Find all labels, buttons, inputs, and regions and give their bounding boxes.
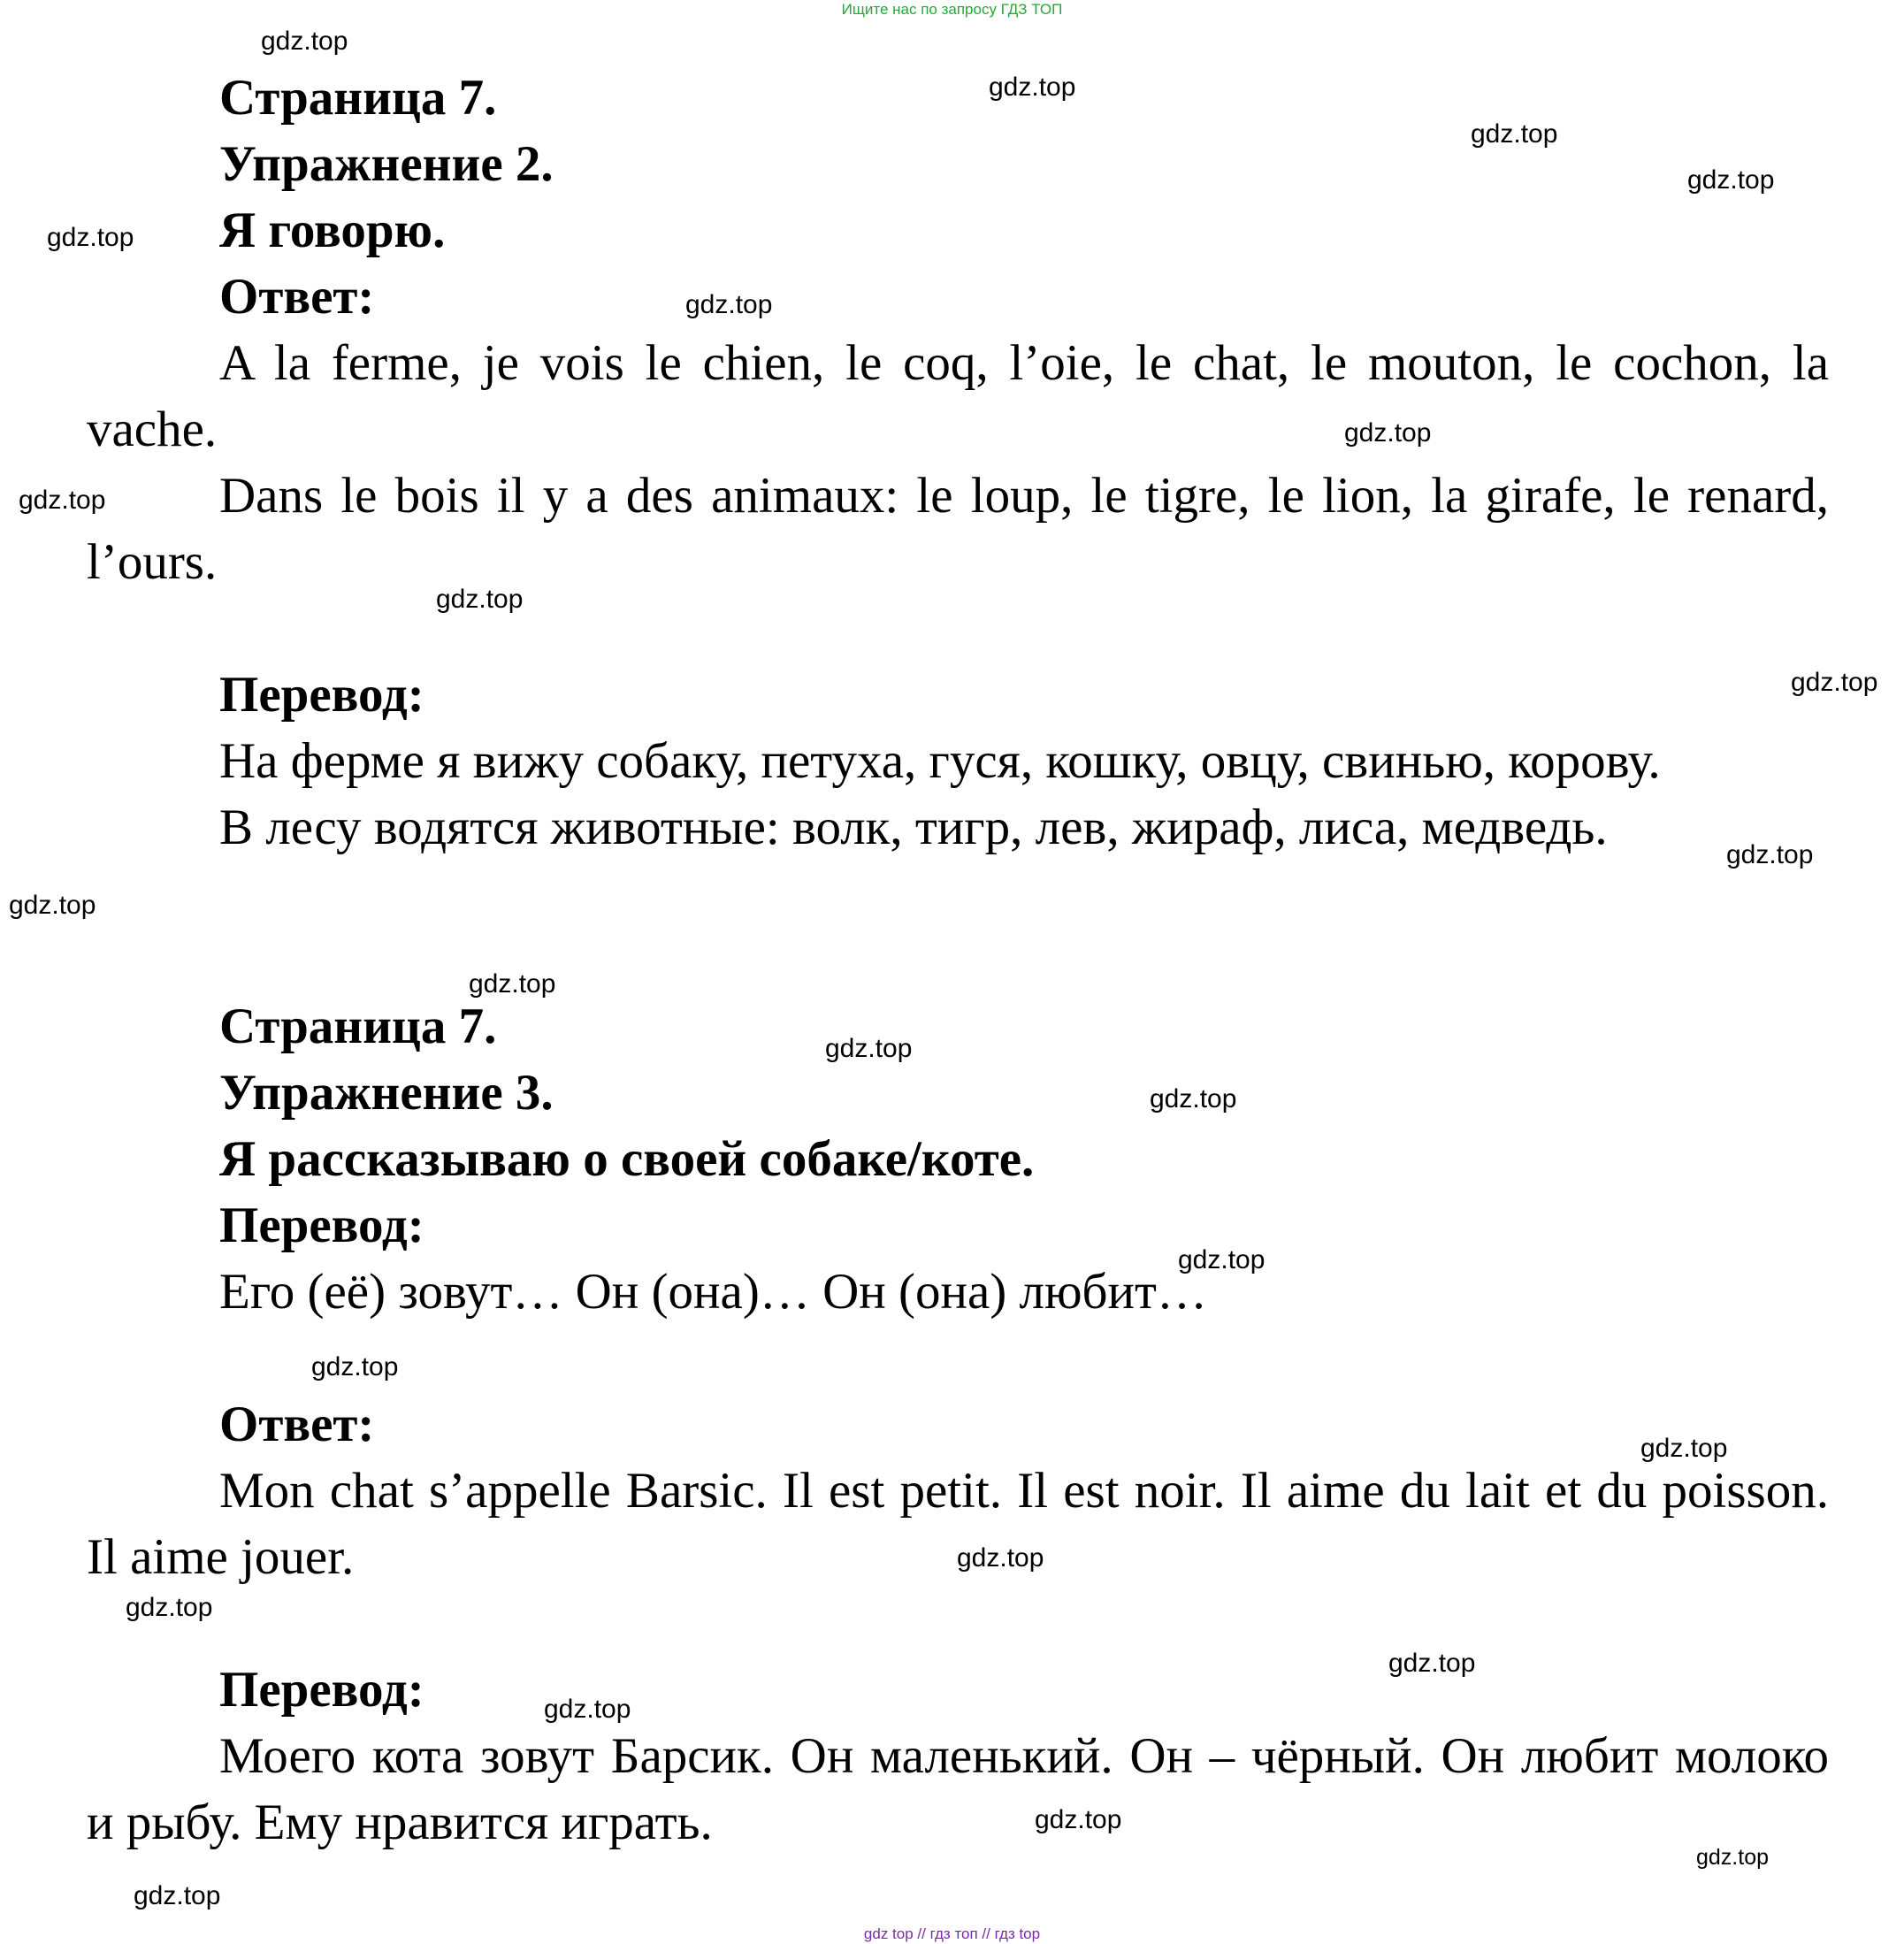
- watermark: gdz.top: [47, 223, 134, 252]
- watermark: gdz.top: [9, 891, 96, 920]
- translation-line-2b: и рыбу. Ему нравится играть.: [87, 1795, 713, 1850]
- translation-line-2a: Моего кота зовут Барсик. Он маленький. Он – чёрный. Он любит молоко: [219, 1728, 1829, 1784]
- watermark: gdz.top: [261, 27, 348, 56]
- watermark: gdz.top: [1687, 165, 1775, 195]
- answer-label-1: Ответ:: [219, 269, 375, 325]
- translation-line-1: На ферме я вижу собаку, петуха, гуся, кошку, овцу, свинью, корову.: [219, 733, 1661, 789]
- watermark: gdz.top: [825, 1034, 913, 1063]
- page-heading-2: Страница 7.: [219, 999, 497, 1054]
- exercise-heading-2: Упражнение 3.: [219, 1065, 554, 1121]
- watermark: gdz.top: [1471, 119, 1558, 149]
- page-heading-1: Страница 7.: [219, 70, 497, 126]
- watermark: gdz.top: [989, 73, 1076, 102]
- watermark: gdz.top: [544, 1695, 631, 1724]
- watermark: gdz.top: [469, 969, 556, 999]
- exercise-title-2: Я рассказываю о своей собаке/коте.: [219, 1131, 1035, 1187]
- watermark: gdz.top: [1640, 1434, 1728, 1463]
- watermark: gdz.top: [1344, 418, 1432, 448]
- watermark: gdz.top: [311, 1352, 399, 1381]
- exercise-heading-1: Упражнение 2.: [219, 136, 554, 192]
- exercise-title-1: Я говорю.: [219, 203, 446, 258]
- watermark: gdz.top: [1726, 840, 1814, 869]
- answer-line-2b: Il aime jouer.: [87, 1529, 355, 1585]
- answer-paragraph-1-line1: A la ferme, je vois le chien, le coq, l’oie, le chat, le mouton, le cochon, la: [219, 335, 1829, 391]
- translation-label-1: Перевод:: [219, 667, 424, 723]
- watermark: gdz.top: [126, 1593, 213, 1622]
- watermark: gdz.top: [1791, 668, 1878, 697]
- watermark: gdz.top: [134, 1881, 221, 1910]
- watermark: gdz.top: [957, 1543, 1044, 1573]
- watermark: gdz.top: [1178, 1245, 1266, 1274]
- translation-line-2: В лесу водятся животные: волк, тигр, лев, жираф, лиса, медведь.: [219, 800, 1608, 855]
- answer-paragraph-2-line2: l’ours.: [87, 534, 218, 590]
- prompt-line: Его (её) зовут… Он (она)… Он (она) любит…: [219, 1264, 1207, 1320]
- watermark: gdz.top: [1388, 1649, 1476, 1678]
- answer-paragraph-1-line2: vache.: [87, 402, 218, 457]
- watermark: gdz.top: [1150, 1084, 1237, 1114]
- watermark: gdz.top: [1696, 1845, 1770, 1870]
- watermark: gdz.top: [1035, 1805, 1122, 1834]
- watermark: gdz.top: [436, 585, 524, 614]
- top-banner: Ищите нас по запросу ГДЗ ТОП: [841, 1, 1063, 18]
- answer-label-2: Ответ:: [219, 1397, 375, 1452]
- watermark: gdz.top: [19, 486, 106, 515]
- answer-line-2a: Mon chat s’appelle Barsic. Il est petit. Il est noir. Il aime du lait et du poisson.: [219, 1463, 1829, 1519]
- translation-label-2a: Перевод:: [219, 1198, 424, 1253]
- translation-label-2b: Перевод:: [219, 1662, 424, 1718]
- footer-links: gdz top // гдз топ // гдз top: [863, 1925, 1041, 1942]
- watermark: gdz.top: [685, 290, 773, 319]
- answer-paragraph-2-line1: Dans le bois il y a des animaux: le loup, le tigre, le lion, la girafe, le renard,: [219, 468, 1829, 524]
